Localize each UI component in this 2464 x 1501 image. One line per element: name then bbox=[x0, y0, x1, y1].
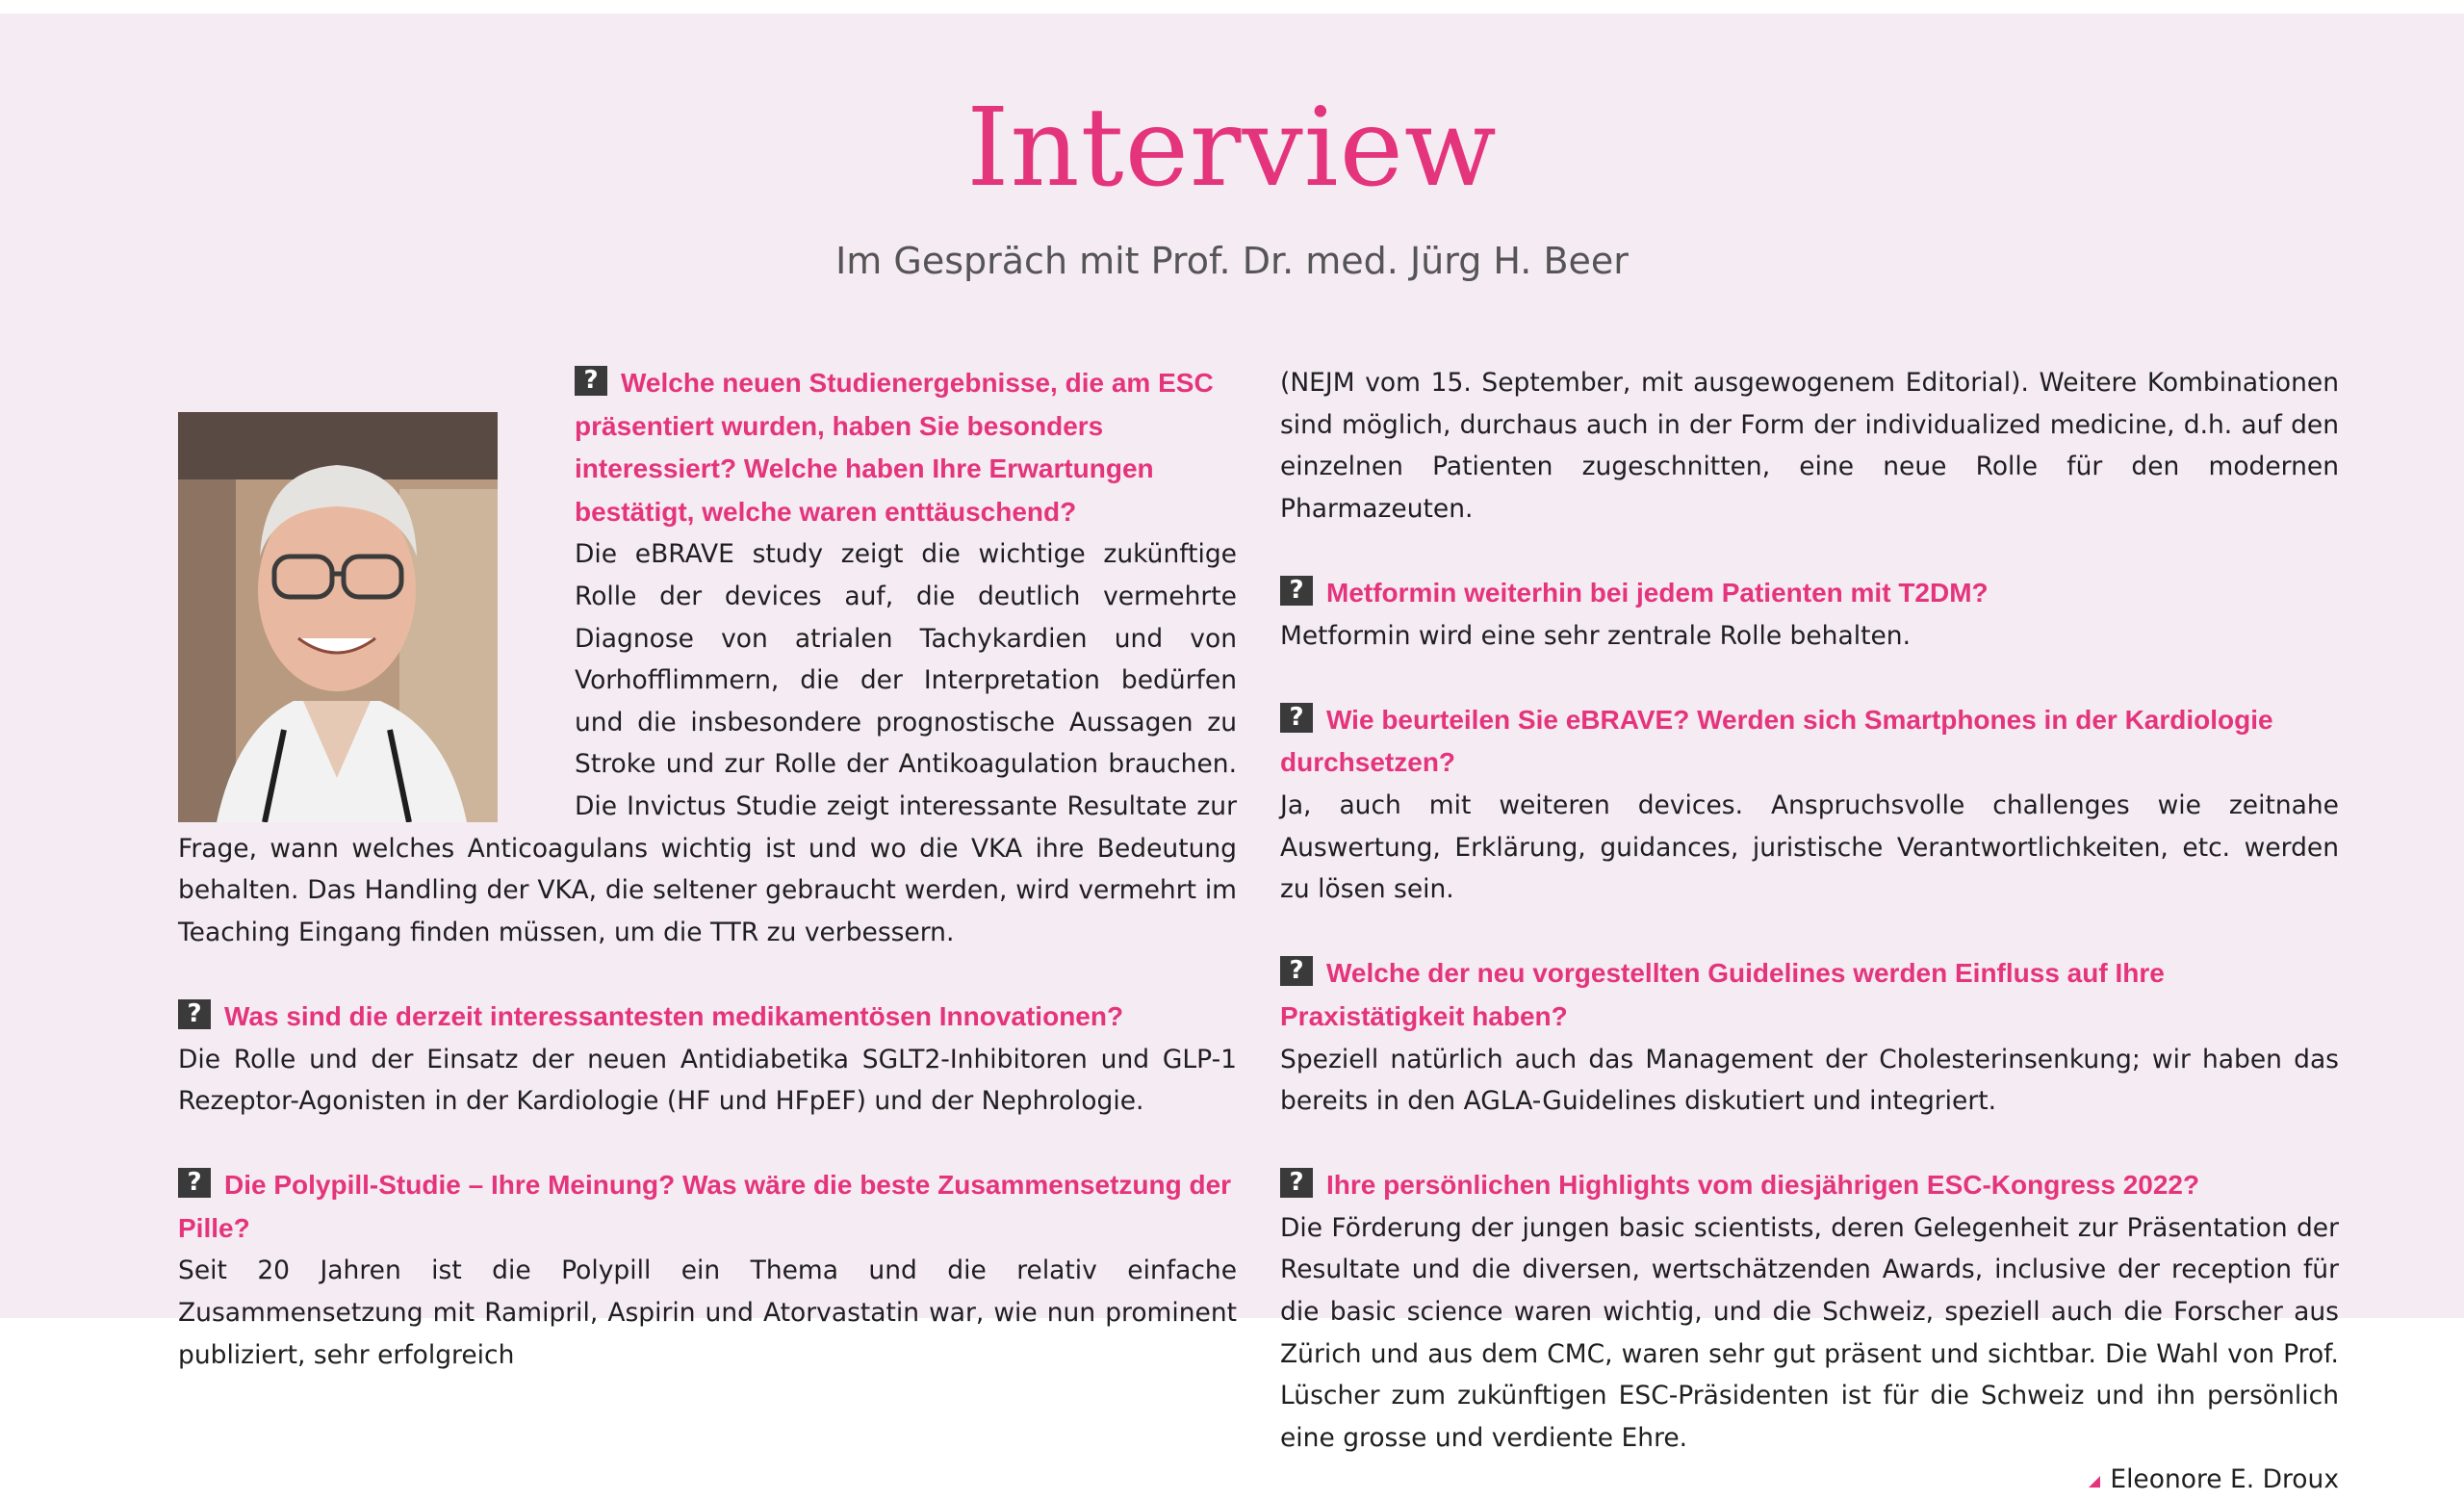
answer-3-continued: (NEJM vom 15. September, mit ausgewogenem Editorial). Weitere Kombinationen sind möglich, durchaus auch in der Form der individualized medicine, d.h. auf den einzelnen Patienten zugeschnitten, eine neue Rolle für den modernen Pharmazeuten. bbox=[1280, 368, 2339, 524]
question-icon: ? bbox=[178, 999, 211, 1029]
answer-2: Die Rolle und der Einsatz der neuen Antidiabetika SGLT2-Inhibitoren und GLP-1 Rezeptor-Agonisten in der Kardiologie (HF und HFpEF) und der Nephrologie. bbox=[178, 1044, 1237, 1117]
question-icon: ? bbox=[1280, 576, 1313, 606]
left-column bbox=[178, 362, 1237, 1376]
question-1: Welche neuen Studienergebnisse, die am ESC präsentiert wurden, haben Sie besonders interessiert? Welche haben Ihre Erwartungen bestätigt, welche waren enttäuschend? bbox=[575, 368, 1214, 527]
question-icon: ? bbox=[1280, 1168, 1313, 1198]
question-6: Welche der neu vorgestellten Guidelines werden Einfluss auf Ihre Praxistätigkeit haben? bbox=[1280, 958, 2165, 1031]
question-icon: ? bbox=[178, 1168, 211, 1198]
answer-6: Speziell natürlich auch das Management der Cholesterinsenkung; wir haben das bereits in den AGLA-Guidelines diskutiert und integriert. bbox=[1280, 1044, 2339, 1117]
right-column bbox=[1280, 362, 2339, 1501]
question-3: Die Polypill-Studie – Ihre Meinung? Was wäre die beste Zusammensetzung der Pille? bbox=[178, 1170, 1232, 1243]
question-4: Metformin weiterhin bei jedem Patienten mit T2DM? bbox=[1326, 577, 1989, 608]
author-signature bbox=[1280, 1459, 2339, 1501]
answer-5: Ja, auch mit weiteren devices. Anspruchsvolle challenges wie zeitnahe Auswertung, Erklärung, guidances, juristische Verantwortlichkeiten, etc. werden zu lösen sein. bbox=[1280, 789, 2339, 905]
question-7: Ihre persönlichen Highlights vom diesjährigen ESC-Kongress 2022? bbox=[1326, 1170, 2200, 1201]
question-icon: ? bbox=[1280, 703, 1313, 733]
question-icon: ? bbox=[575, 366, 607, 396]
author-name: Eleonore E. Droux bbox=[2110, 1464, 2339, 1495]
question-5: Wie beurteilen Sie eBRAVE? Werden sich Smartphones in der Kardiologie durchsetzen? bbox=[1280, 704, 2273, 778]
page-title: Interview bbox=[966, 86, 1498, 211]
question-2: Was sind die derzeit interessantesten medikamentösen Innovationen? bbox=[224, 1000, 1124, 1031]
page-subtitle: Im Gespräch mit Prof. Dr. med. Jürg H. Beer bbox=[835, 240, 1629, 282]
answer-3: Seit 20 Jahren ist die Polypill ein Thema und die relativ einfache Zusammensetzung mit Ramipril, Aspirin und Atorvastatin war, wie nun prominent publiziert, sehr erfolgreich bbox=[178, 1255, 1237, 1370]
triangle-marker-icon bbox=[2089, 1476, 2100, 1488]
portrait-illustration bbox=[178, 412, 498, 822]
answer-1: Die eBRAVE study zeigt die wichtige zukünftige Rolle der devices auf, die deutlich vermehrte Diagnose von atrialen Tachykardien und von Vorhofflimmern, die der Interpretation bedürfen und die insbesondere prognostische Aussagen zu Stroke und zur Rolle der Antikoagulation brauchen. Die Invictus Studie zeigt interessante Resultate zur Frage, wann welches Anticoagulans wichtig ist und wo die VKA ihre Bedeutung behalten. Das Handling der VKA, die seltener gebraucht werden, wird vermehrt im Teaching Eingang finden müssen, um die TTR zu verbessern. bbox=[178, 539, 1237, 947]
question-icon: ? bbox=[1280, 956, 1313, 986]
page-background bbox=[0, 13, 2464, 1495]
interviewee-photo bbox=[178, 412, 498, 822]
answer-4: Metformin wird eine sehr zentrale Rolle behalten. bbox=[1280, 620, 1911, 651]
answer-7: Die Förderung der jungen basic scientists, deren Gelegenheit zur Präsentation der Resultate und die diversen, wertschätzenden Awards, inclusive der reception für die basic science waren wichtig, und die Schweiz, speziell auch die Forscher aus Zürich und aus dem CMC, waren sehr gut präsent und sichtbar. Die Wahl von Prof. Lüscher zum zukünftigen ESC-Präsidenten ist für die Schweiz und ihn persönlich eine grosse und verdiente Ehre. bbox=[1280, 1212, 2339, 1453]
